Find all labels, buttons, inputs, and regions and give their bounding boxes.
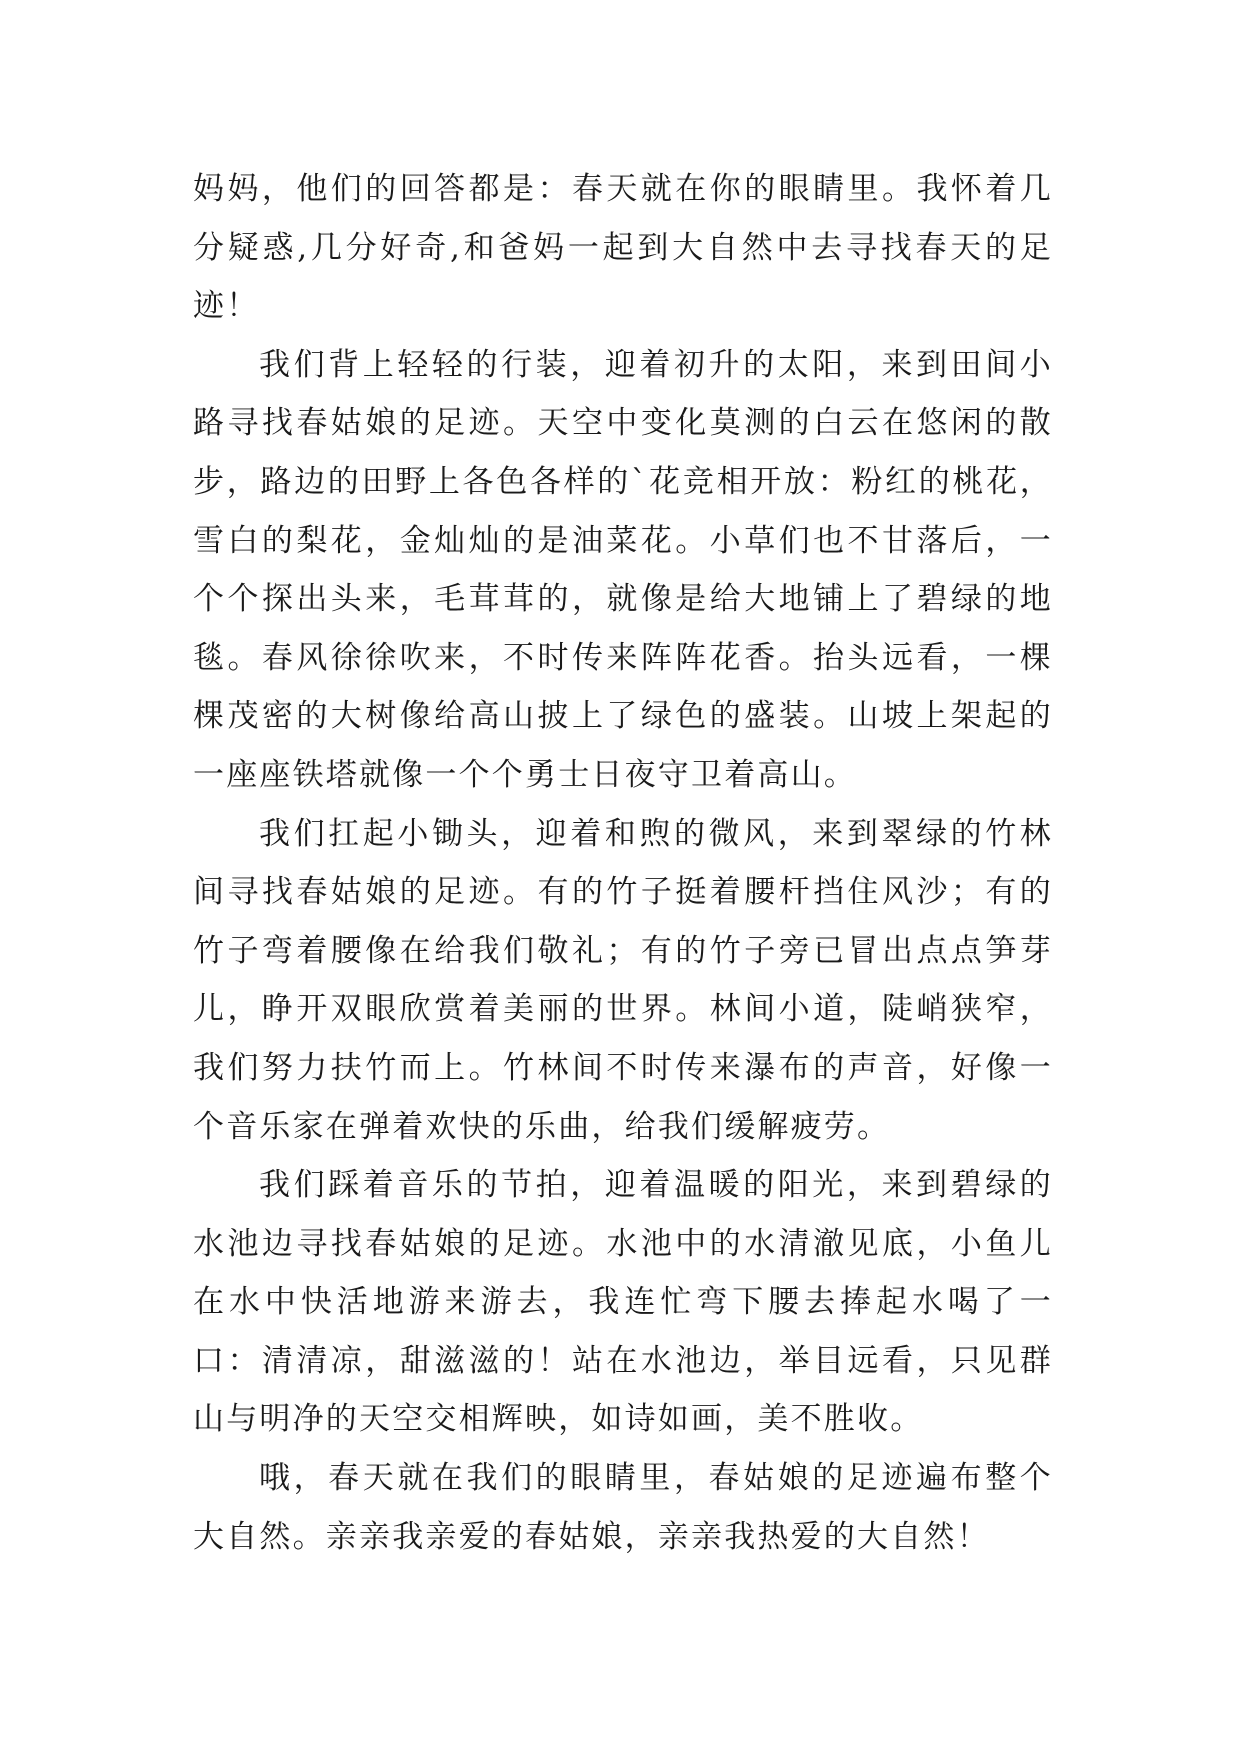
paragraph-conclusion: 哦，春天就在我们的眼睛里，春姑娘的足迹遍布整个大自然。亲亲我亲爱的春姑娘，亲亲我热爱的大自然！ xyxy=(193,1460,1053,1555)
paragraph-country-path: 我们背上轻轻的行装，迎着初升的太阳，来到田间小路寻找春姑娘的足迹。天空中变化莫测的白云在悠闲的散步，路边的田野上各色各样的`花竞相开放：粉红的桃花，雪白的梨花，金灿灿的是油菜花。小草们也不甘落后，一个个探出头来，毛茸茸的，就像是给大地铺上了碧绿的地毯。春风徐徐吹来，不时传来阵阵花香。抬头远看，一棵棵茂密的大树像给高山披上了绿色的盛装。山坡上架起的一座座铁塔就像一个个勇士日夜守卫着高山。 xyxy=(193,346,1053,793)
paragraph-continuation: 妈妈，他们的回答都是：春天就在你的眼睛里。我怀着几分疑惑,几分好奇,和爸妈一起到大自然中去寻找春天的足迹！ xyxy=(193,171,1053,325)
article-body xyxy=(193,160,1053,1566)
paragraph-pond: 我们踩着音乐的节拍，迎着温暖的阳光，来到碧绿的水池边寻找春姑娘的足迹。水池中的水清澈见底，小鱼儿在水中快活地游来游去，我连忙弯下腰去捧起水喝了一口：清清凉，甜滋滋的！站在水池边，举目远看，只见群山与明净的天空交相辉映，如诗如画，美不胜收。 xyxy=(193,1167,1053,1438)
paragraph-bamboo-forest: 我们扛起小锄头，迎着和煦的微风，来到翠绿的竹林间寻找春姑娘的足迹。有的竹子挺着腰杆挡住风沙；有的竹子弯着腰像在给我们敬礼；有的竹子旁已冒出点点笋芽儿，睁开双眼欣赏着美丽的世界。林间小道，陡峭狭窄，我们努力扶竹而上。竹林间不时传来瀑布的声音，好像一个音乐家在弹着欢快的乐曲，给我们缓解疲劳。 xyxy=(193,815,1053,1145)
